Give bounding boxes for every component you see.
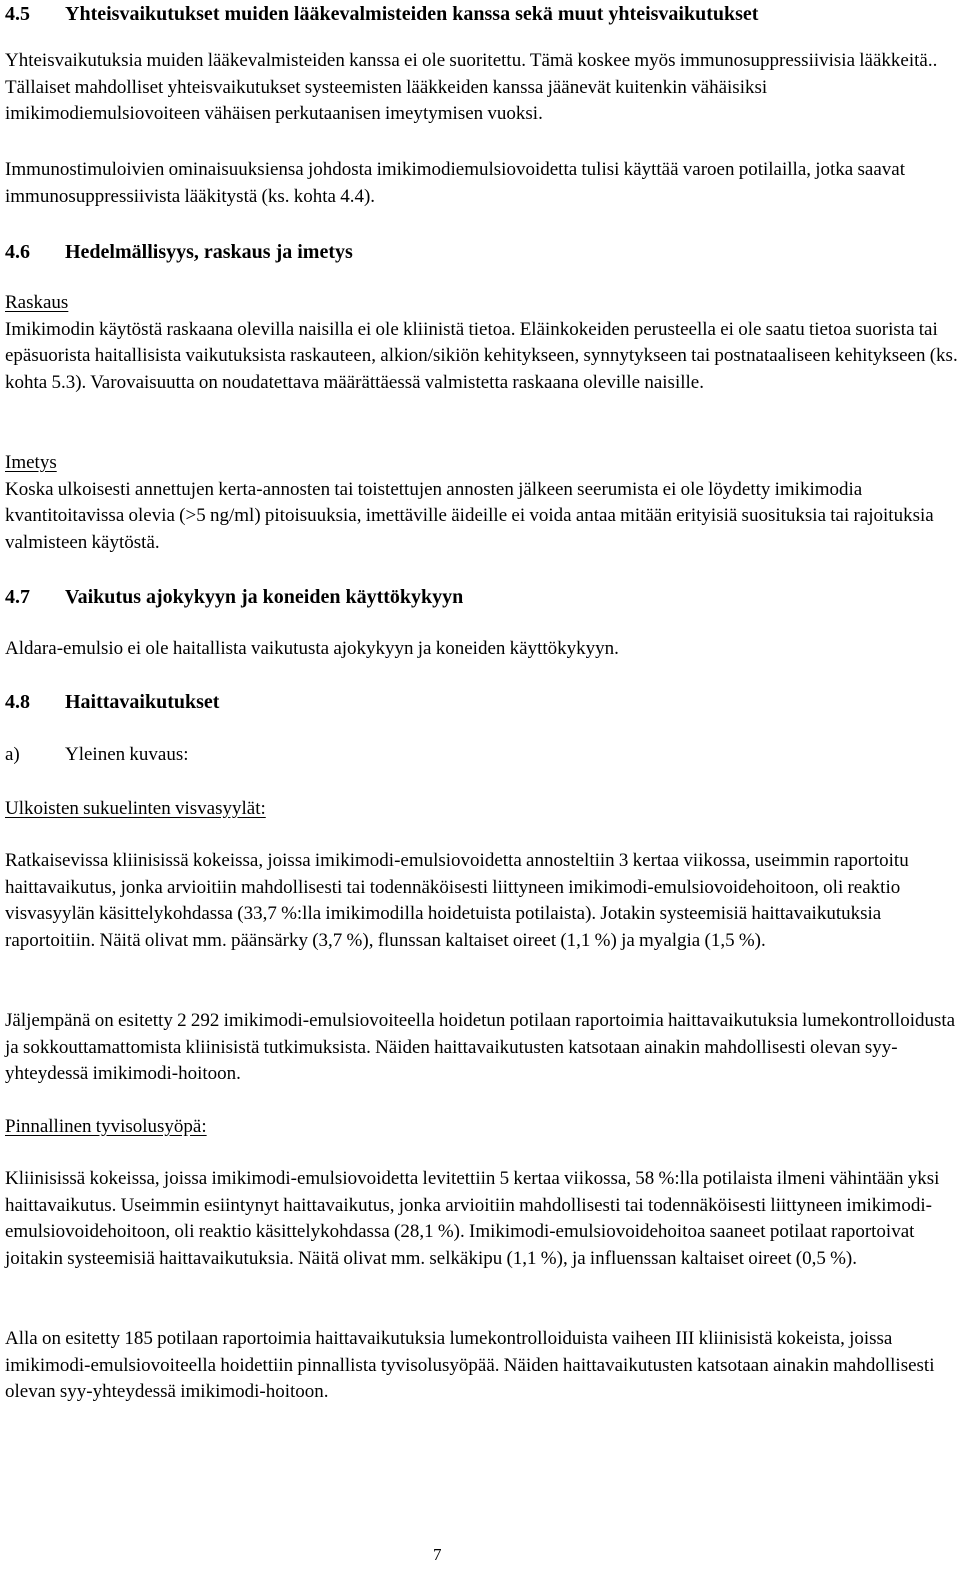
paragraph-4-5-immunostimulating: Immunostimuloivien ominaisuuksiensa johdosta imikimodiemulsiovoidetta tulisi käyttää varoen potilailla, jotka saavat immunosuppressiivista lääkitystä (ks. kohta 4.4). bbox=[5, 159, 905, 207]
section-title: Hedelmällisyys, raskaus ja imetys bbox=[65, 241, 353, 263]
section-number: 4.6 bbox=[5, 241, 30, 263]
list-marker: a) bbox=[5, 744, 20, 765]
pregnancy-block bbox=[5, 290, 960, 396]
section-4-7-heading bbox=[5, 585, 463, 609]
list-item-general-description bbox=[5, 742, 960, 769]
section-title: Yhteisvaikutukset muiden lääkevalmisteiden kanssa sekä muut yhteisvaikutukset bbox=[65, 3, 759, 25]
paragraph-bcc-listing: Alla on esitetty 185 potilaan raportoimia haittavaikutuksia lumekontrolloiduista vaiheen III kliinisistä kokeista, joissa imikimodi-emulsiovoiteella hoidettiin pinnallista tyvisolusyöpää. Näiden haittavaikutusten katsotaan ainakin mahdollisesti olevan syy-yhteydessä imikimodi-hoitoon. bbox=[5, 1328, 935, 1403]
paragraph-bcc-trials: Kliinisissä kokeissa, joissa imikimodi-emulsiovoidetta levitettiin 5 kertaa viikossa, 58 %:lla potilaista ilmeni vähintään yksi haittavaikutus. Useimmin esiintynyt haittavaikutus, jonka arvioitiin mahdollisesti tai todennäköisesti liittyneen imikimodi-emulsiovoidehoitoon, oli reaktio käsittelykohdassa (28,1 %). Imikimodi-emulsiovoidehoitoa saaneet potilaat raportoivat joitakin systeemisiä haittavaikutuksia. Näitä olivat mm. selkäkipu (1,1 %), ja influenssan kaltaiset oireet (0,5 %). bbox=[5, 1168, 940, 1269]
breastfeeding-label: Imetys bbox=[5, 452, 57, 473]
section-title: Vaikutus ajokykyyn ja koneiden käyttökykyyn bbox=[65, 586, 464, 608]
section-4-8-heading bbox=[5, 690, 219, 714]
breastfeeding-block bbox=[5, 450, 960, 556]
section-4-5-heading bbox=[5, 2, 758, 26]
paragraph-genital-warts-listing: Jäljempänä on esitetty 2 292 imikimodi-emulsiovoiteella hoidetun potilaan raportoimia haittavaikutuksia lumekontrolloidusta ja sokkouttamattomista kliinisistä tutkimuksista. Näiden haittavaikutusten katsotaan ainakin mahdollisesti olevan syy-yhteydessä imikimodi-hoitoon. bbox=[5, 1010, 956, 1085]
paragraph-genital-warts-trials: Ratkaisevissa kliinisissä kokeissa, joissa imikimodi-emulsiovoidetta annosteltiin 3 kertaa viikossa, useimmin raportoitu haittavaikutus, jonka arvioitiin mahdollisesti tai todennäköisesti liittyneen imikimodi-emulsiovoidehoitoon, oli reaktio visvasyylän käsittelykohdassa (33,7 %:lla imikimodilla hoidetuista potilaista). Jotakin systeemisiä haittavaikutuksia raportoitiin. Näitä olivat mm. päänsärky (3,7 %), flunssan kaltaiset oireet (1,1 %) ja myalgia (1,5 %). bbox=[5, 850, 909, 951]
section-number: 4.5 bbox=[5, 3, 30, 25]
list-item-text: Yleinen kuvaus: bbox=[65, 744, 189, 765]
section-number: 4.8 bbox=[5, 691, 30, 713]
pregnancy-label: Raskaus bbox=[5, 292, 69, 313]
breastfeeding-text: Koska ulkoisesti annettujen kerta-annosten tai toistettujen annosten jälkeen seerumista ei ole löydetty imikimodia kvantitoitavissa olevia (>5 ng/ml) pitoisuuksia, imettäville äideille ei voida antaa mitään erityisiä suosituksia tai rajoituksia valmisteen käytöstä. bbox=[5, 478, 934, 553]
genital-warts-heading: Ulkoisten sukuelinten visvasyylät: bbox=[5, 798, 266, 819]
paragraph-4-5-interactions: Yhteisvaikutuksia muiden lääkevalmisteiden kanssa ei ole suoritettu. Tämä koskee myös immunosuppressiivisia lääkkeitä.. Tällaiset mahdolliset yhteisvaikutukset systeemisten lääkkeiden kanssa jäänevät kuitenkin vähäisiksi imikimodiemulsiovoiteen vähäisen perkutaanisen imeytymisen vuoksi. bbox=[5, 50, 938, 125]
bcc-heading: Pinnallinen tyvisolusyöpä: bbox=[5, 1116, 207, 1137]
paragraph-4-7-driving: Aldara-emulsio ei ole haitallista vaikutusta ajokykyyn ja koneiden käyttökykyyn. bbox=[5, 638, 619, 659]
page-number: 7 bbox=[433, 1545, 442, 1564]
section-4-6-heading bbox=[5, 240, 353, 264]
pregnancy-text: Imikimodin käytöstä raskaana olevilla naisilla ei ole kliinistä tietoa. Eläinkokeiden perusteella ei ole saatu tietoa suorista tai epäsuorista haitallisista vaikutuksista raskauteen, alkion/sikiön kehitykseen, synnytykseen tai postnataaliseen kehitykseen (ks. kohta 5.3). Varovaisuutta on noudatettava määrättäessä valmistetta raskaana oleville naisille. bbox=[5, 318, 958, 393]
section-number: 4.7 bbox=[5, 586, 30, 608]
section-title: Haittavaikutukset bbox=[65, 691, 220, 713]
